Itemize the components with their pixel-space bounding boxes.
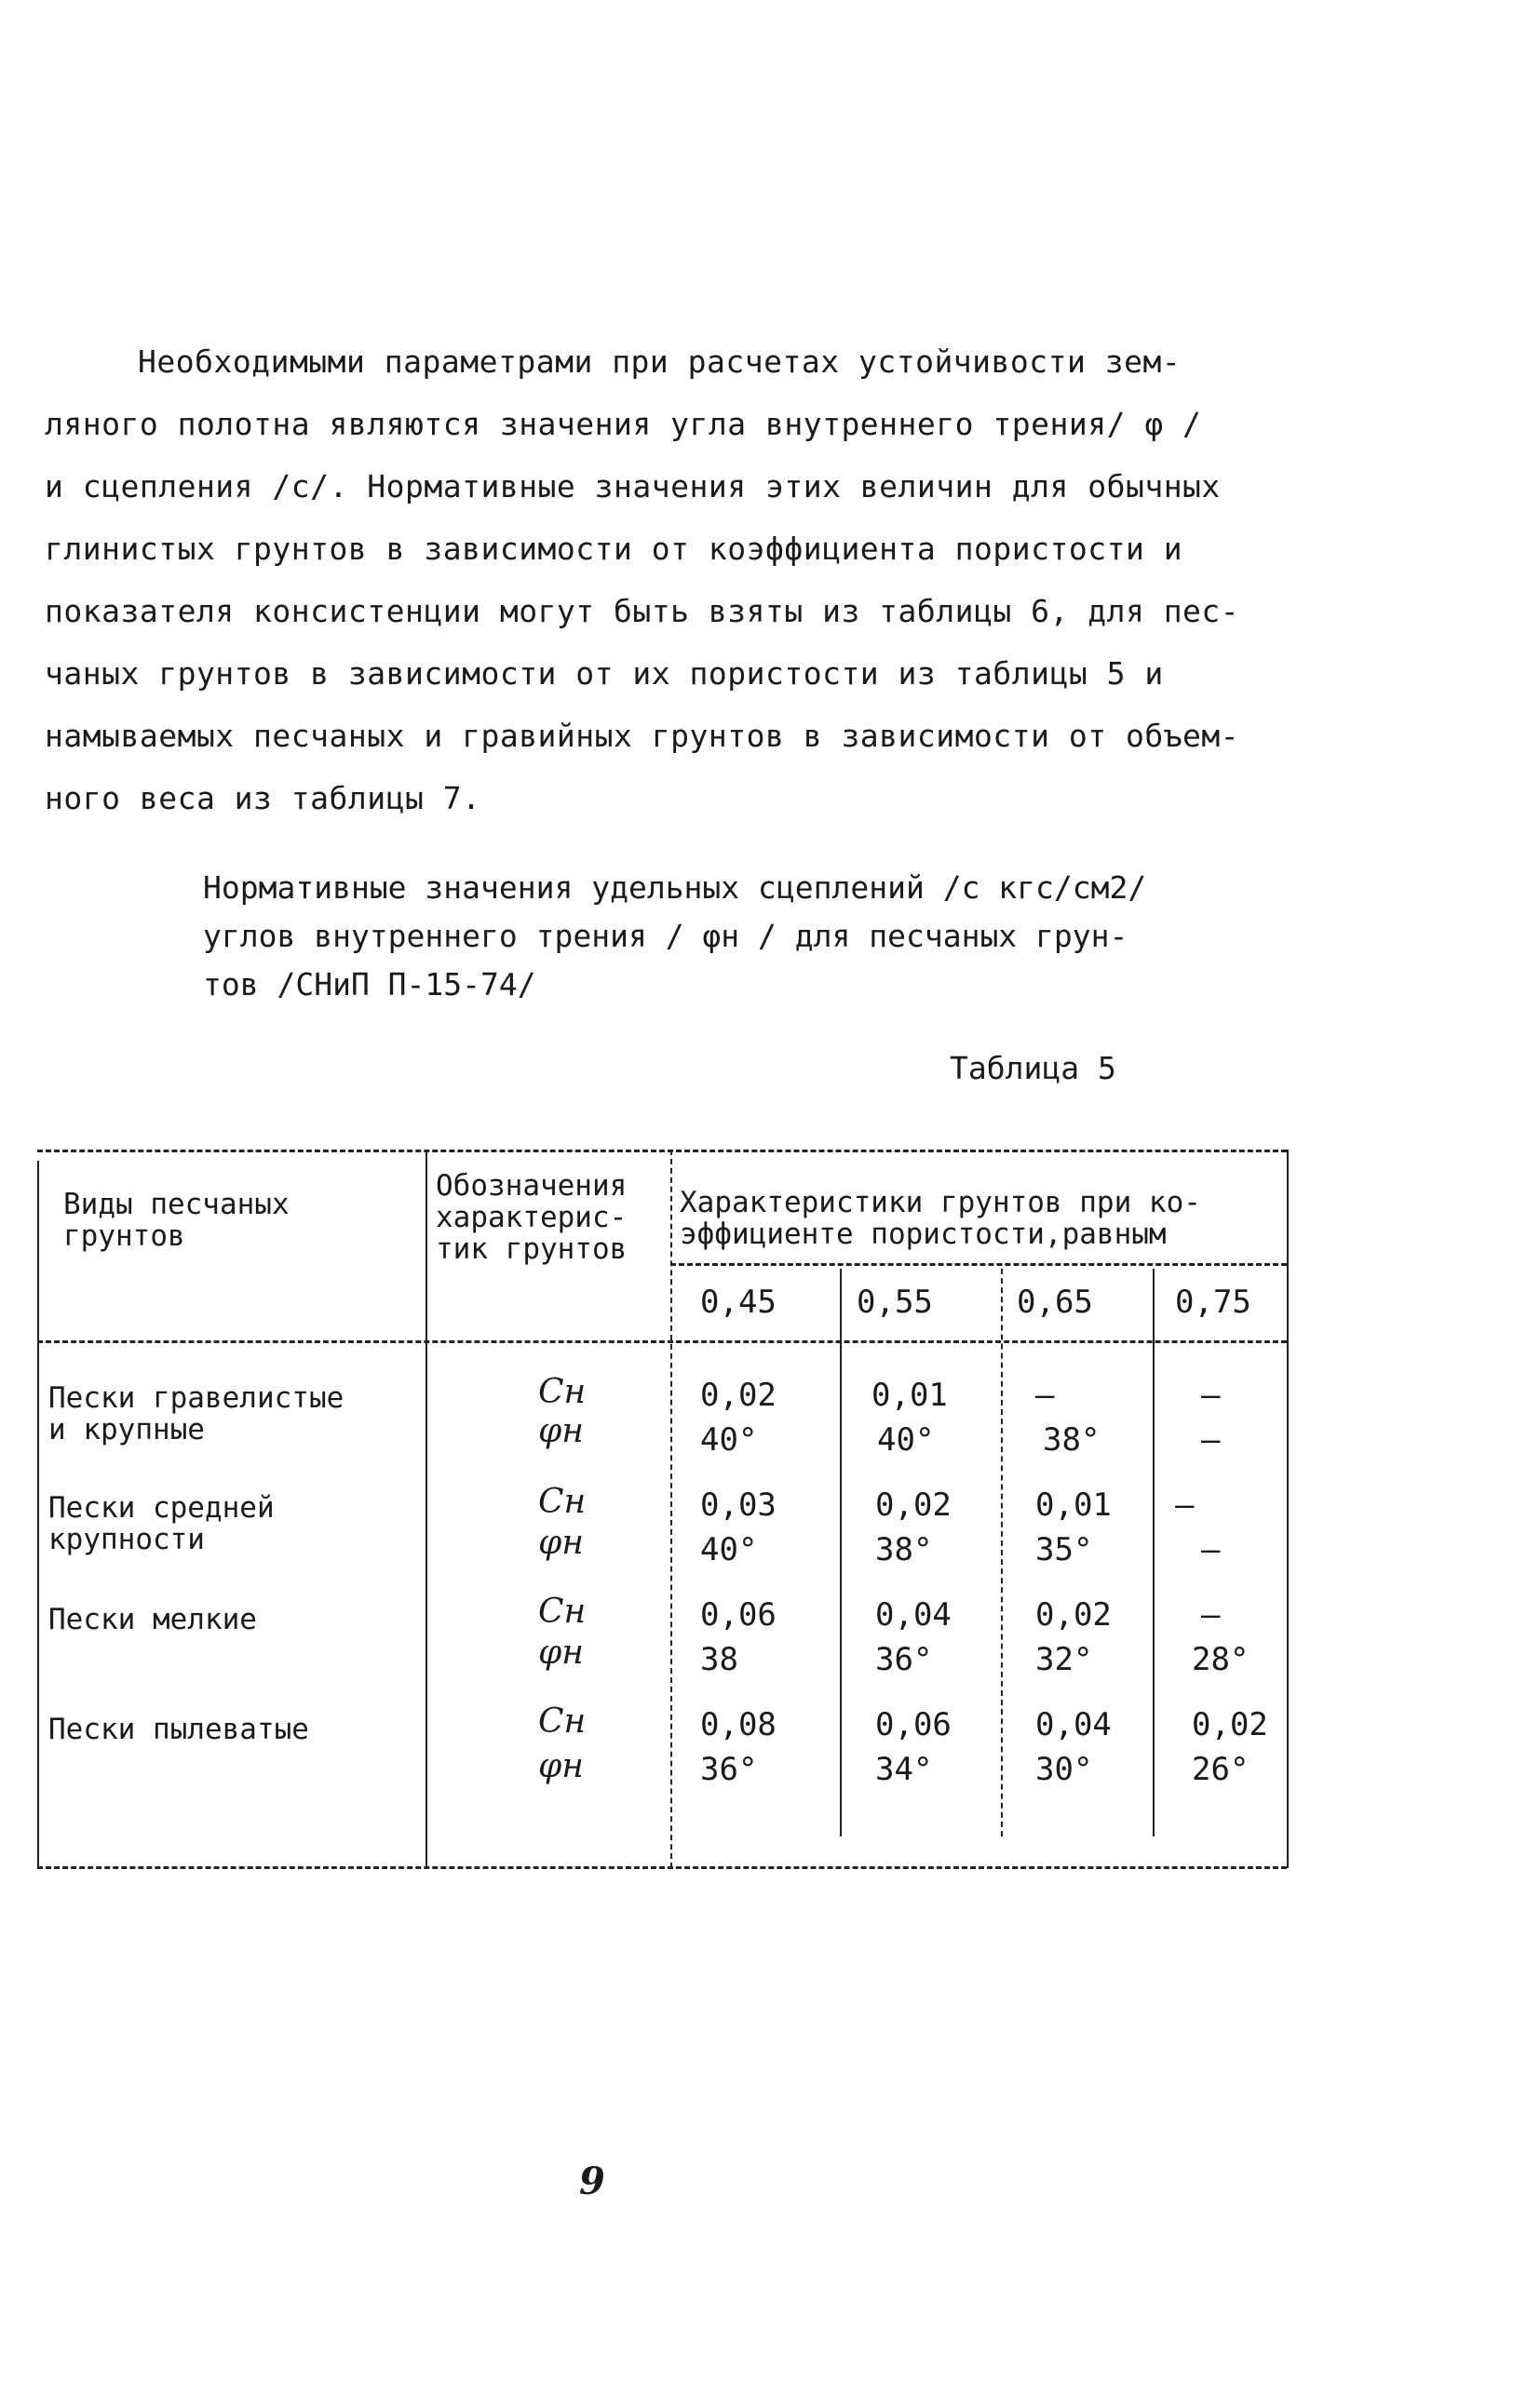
table-number-label: Таблица 5 <box>950 1050 1116 1086</box>
table-cell: 38° <box>875 1531 933 1568</box>
table-cell: 0,04 <box>1035 1706 1112 1743</box>
column-divider <box>670 1150 672 1868</box>
table-cell: 0,03 <box>700 1487 777 1524</box>
row-name-line: Пески средней <box>48 1491 275 1525</box>
porosity-value: 0,45 <box>700 1284 777 1321</box>
table-top-border <box>37 1150 1287 1152</box>
table-right-border <box>1287 1150 1289 1868</box>
table-cell: 0,08 <box>700 1706 777 1743</box>
header-soil-type <box>63 1189 290 1252</box>
paragraph-line: ляного полотна являются значения угла внутреннего трения/ φ / <box>45 406 1202 442</box>
body-paragraph <box>45 330 1283 829</box>
table-cell: – <box>1201 1377 1221 1414</box>
row-name-line: Пески мелкие <box>48 1603 257 1636</box>
symbol-phi: φн <box>538 1634 584 1672</box>
symbol-c: Cн <box>538 1702 587 1741</box>
table-cell: 0,01 <box>871 1377 948 1414</box>
table-cell: – <box>1201 1421 1221 1459</box>
table-row-name <box>48 1382 344 1446</box>
table-cell: – <box>1035 1377 1055 1414</box>
table-cell: 0,06 <box>875 1706 952 1743</box>
caption-line: Нормативные значения удельных сцеплений /с кгс/см2/ <box>203 869 1147 906</box>
paragraph-line: Необходимыми параметрами при расчетах устойчивости зем- <box>138 343 1182 380</box>
header-designation <box>436 1170 627 1265</box>
table-cell: 38 <box>700 1641 738 1678</box>
symbol-c: Cн <box>538 1483 587 1521</box>
table-left-border <box>37 1161 39 1868</box>
column-divider <box>840 1269 842 1836</box>
caption-line: тов /СНиП П-15-74/ <box>203 966 536 1002</box>
row-name-line: крупности <box>48 1523 205 1556</box>
paragraph-line: глинистых грунтов в зависимости от коэффициента пористости и <box>45 531 1183 567</box>
porosity-value: 0,55 <box>857 1284 933 1321</box>
symbol-phi: φн <box>538 1412 584 1450</box>
column-divider <box>426 1150 427 1868</box>
paragraph-line: и сцепления /с/. Нормативные значения этих величин для обычных <box>45 468 1221 504</box>
table-cell: 38° <box>1043 1421 1101 1459</box>
table-cell: 0,04 <box>875 1596 952 1634</box>
paragraph-line: намываемых песчаных и гравийных грунтов в зависимости от объем- <box>45 718 1240 754</box>
porosity-value: 0,65 <box>1017 1284 1093 1321</box>
row-name-line: Пески пылеватые <box>48 1713 309 1746</box>
table-cell: 26° <box>1192 1751 1250 1788</box>
paragraph-line: чаных грунтов в зависимости от их пористости из таблицы 5 и <box>45 655 1164 692</box>
table-cell: – <box>1175 1487 1195 1524</box>
page-number: 9 <box>579 2159 605 2203</box>
table-cell: 0,06 <box>700 1596 777 1634</box>
table-cell: 0,02 <box>1192 1706 1268 1743</box>
table-cell: 40° <box>700 1531 758 1568</box>
header-line: грунтов <box>63 1219 185 1253</box>
header-line: Обозначения <box>436 1169 628 1203</box>
header-line: Виды песчаных <box>63 1188 290 1221</box>
table-cell: – <box>1201 1596 1221 1634</box>
table-row-name <box>48 1604 257 1635</box>
caption-line: углов внутреннего трения / φн / для песчаных грун- <box>203 918 1128 954</box>
header-subdivider <box>670 1263 1287 1266</box>
paragraph-line: ного веса из таблицы 7. <box>45 780 481 816</box>
table-cell: 35° <box>1035 1531 1093 1568</box>
porosity-value: 0,75 <box>1175 1284 1251 1321</box>
table-cell: 30° <box>1035 1751 1093 1788</box>
table-cell: 32° <box>1035 1641 1093 1678</box>
table-cell: 36° <box>875 1641 933 1678</box>
symbol-c: Cн <box>538 1373 587 1411</box>
header-line: тик грунтов <box>436 1232 628 1266</box>
column-divider <box>1153 1269 1155 1836</box>
table-cell: 34° <box>875 1751 933 1788</box>
header-line: характерис- <box>436 1201 628 1234</box>
header-line: Характеристики грунтов при ко- <box>680 1186 1201 1219</box>
table-cell: 0,01 <box>1035 1487 1112 1524</box>
row-name-line: и крупные <box>48 1413 205 1446</box>
row-name-line: Пески гравелистые <box>48 1381 344 1415</box>
table-cell: 0,02 <box>700 1377 777 1414</box>
table-cell: 40° <box>877 1421 935 1459</box>
symbol-phi: φн <box>538 1747 584 1785</box>
table-cell: 40° <box>700 1421 758 1459</box>
table-cell: 28° <box>1192 1641 1250 1678</box>
table-cell: 0,02 <box>875 1487 952 1524</box>
paragraph-line: показателя консистенции могут быть взяты из таблицы 6, для пес- <box>45 593 1240 629</box>
table-cell: – <box>1201 1531 1221 1568</box>
symbol-c: Cн <box>538 1593 587 1631</box>
table-cell: 36° <box>700 1751 758 1788</box>
column-divider <box>1001 1269 1003 1836</box>
header-characteristics <box>680 1187 1201 1250</box>
table-row-name <box>48 1492 275 1555</box>
sand-soil-table <box>37 1150 1290 1871</box>
table-row-name <box>48 1714 309 1745</box>
table-caption <box>203 864 1274 1009</box>
header-bottom-border <box>37 1340 1287 1343</box>
table-cell: 0,02 <box>1035 1596 1112 1634</box>
symbol-phi: φн <box>538 1524 584 1562</box>
header-line: эффициенте пористости,равным <box>680 1217 1167 1251</box>
table-bottom-border <box>37 1866 1287 1869</box>
